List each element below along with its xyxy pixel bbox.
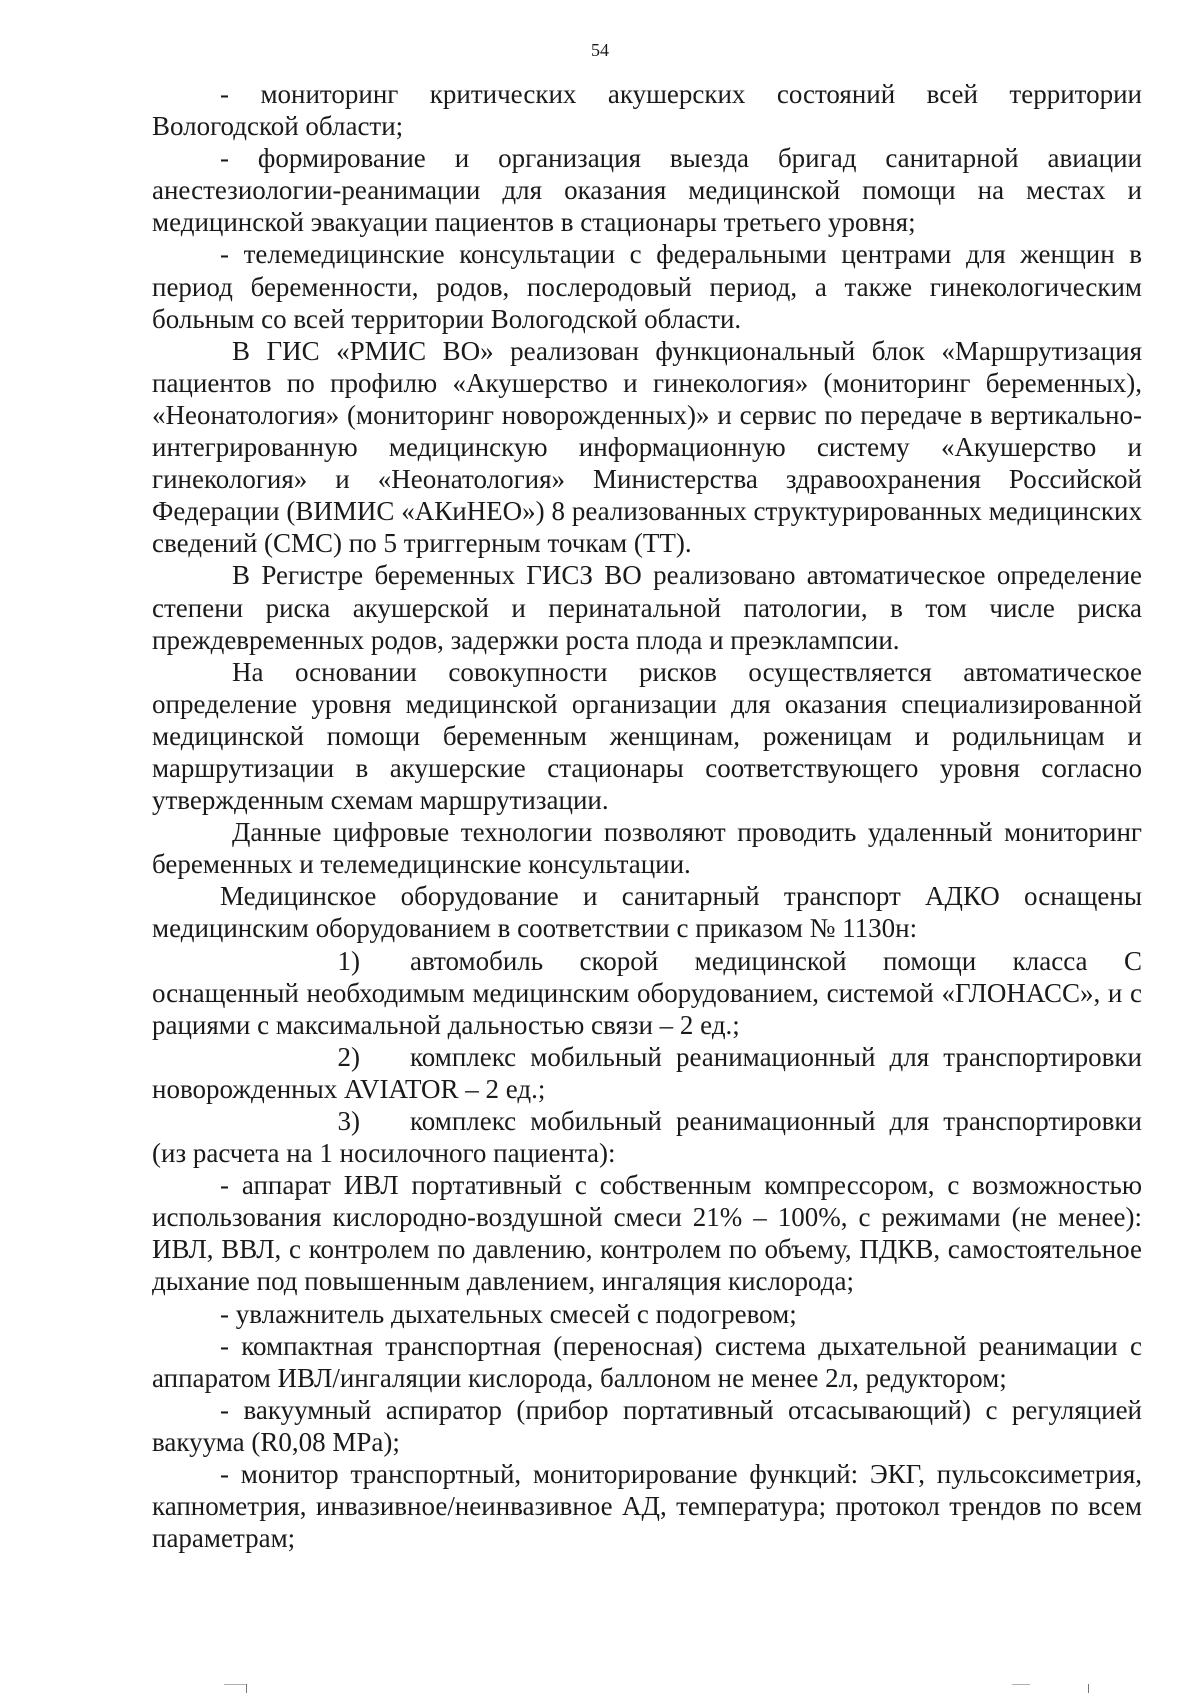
item-text: комплекс мобильный реанимационный для транспортировки новорожденных AVIATOR – 2 ед.;	[152, 1041, 1142, 1104]
scan-edge-marks	[0, 1684, 1200, 1694]
scan-mark	[1088, 1684, 1089, 1693]
sub-item-aspirator: - вакуумный аспиратор (прибор портативный отсасывающий) с регуляцией вакуума (R0,08 MPa);	[152, 1394, 1142, 1457]
item-number: 3)	[337, 1106, 360, 1136]
numbered-item-3	[152, 1105, 1142, 1169]
scan-mark	[224, 1684, 246, 1685]
scan-mark	[246, 1684, 247, 1693]
paragraph-risk-routing: На основании совокупности рисков осуществляется автоматическое определение уровня медицинской организации для оказания специализированной медицинской помощи беременным женщинам, роженицам и родильницам и маршрутизации в акушерские стационары соответствующего уровня согласно утвержденным схемам маршрутизации.	[152, 656, 1142, 816]
sub-item-monitor: - монитор транспортный, мониторирование функций: ЭКГ, пульсоксиметрия, капнометрия, инвазивное/неинвазивное АД, температура; протокол трендов по всем параметрам;	[152, 1459, 1142, 1554]
item-number: 2)	[337, 1041, 360, 1072]
paragraph-dash-2: - формирование и организация выезда бригад санитарной авиации анестезиологии-реанимации для оказания медицинской помощи на местах и медицинской эвакуации пациентов в стационары третьего уровня;	[152, 143, 1142, 238]
paragraph-digital-tech: Данные цифровые технологии позволяют проводить удаленный мониторинг беременных и телемедицинские консультации.	[152, 817, 1142, 880]
sub-item-resuscitation-system: - компактная транспортная (переносная) система дыхательной реанимации с аппаратом ИВЛ/ингаляции кислорода, баллоном не менее 2л, редуктором;	[152, 1330, 1142, 1393]
paragraph-gis-rmis: В ГИС «РМИС ВО» реализован функциональный блок «Маршрутизация пациентов по профилю «Акушерство и гинекология» (мониторинг беременных), «Неонатология» (мониторинг новорожденных)» и сервис по передаче в вертикально-интегрированную медицинскую информационную систему «Акушерство и гинекология» и «Неонатология» Министерства здравоохранения Российской Федерации (ВИМИС «АКиНЕО») 8 реализованных структурированных медицинских сведений (СМС) по 5 триггерным точкам (ТТ).	[152, 335, 1142, 559]
paragraph-dash-3: - телемедицинские консультации с федеральными центрами для женщин в период беременности, родов, послеродовый период, а также гинекологическим больным со всей территории Вологодской области.	[152, 239, 1142, 334]
document-body	[152, 78, 1142, 1554]
sub-item-humidifier: - увлажнитель дыхательных смесей с подогревом;	[220, 1298, 797, 1329]
numbered-item-2	[152, 1041, 1142, 1105]
page-number: 54	[591, 40, 609, 60]
item-number: 1)	[337, 945, 360, 976]
sub-item-ventilator: - аппарат ИВЛ портативный с собственным компрессором, с возможностью использования кислородно-воздушной смеси 21% – 100%, с режимами (не менее): ИВЛ, ВВЛ, с контролем по давлению, контролем по объему, ПДКВ, самостоятельное дыхание под повышенным давлением, ингаляция кислорода;	[152, 1170, 1142, 1297]
item-text: комплекс мобильный реанимационный для транспортировки (из расчета на 1 носилочного пациента):	[152, 1106, 1142, 1169]
paragraph-registry: В Регистре беременных ГИСЗ ВО реализовано автоматическое определение степени риска акушерской и перинатальной патологии, в том числе риска преждевременных родов, задержки роста плода и преэклампсии.	[152, 560, 1142, 655]
scan-mark	[1012, 1684, 1030, 1685]
paragraph-dash-1: - мониторинг критических акушерских состояний всей территории Вологодской области;	[152, 79, 1142, 142]
item-text: автомобиль скорой медицинской помощи класса С оснащенный необходимым медицинским оборудованием, системой «ГЛОНАСС», и с рациями с максимальной дальностью связи – 2 ед.;	[152, 945, 1142, 1040]
numbered-item-1	[152, 945, 1142, 1041]
paragraph-equipment-intro: Медицинское оборудование и санитарный транспорт АДКО оснащены медицинским оборудованием в соответствии с приказом № 1130н:	[152, 881, 1142, 944]
